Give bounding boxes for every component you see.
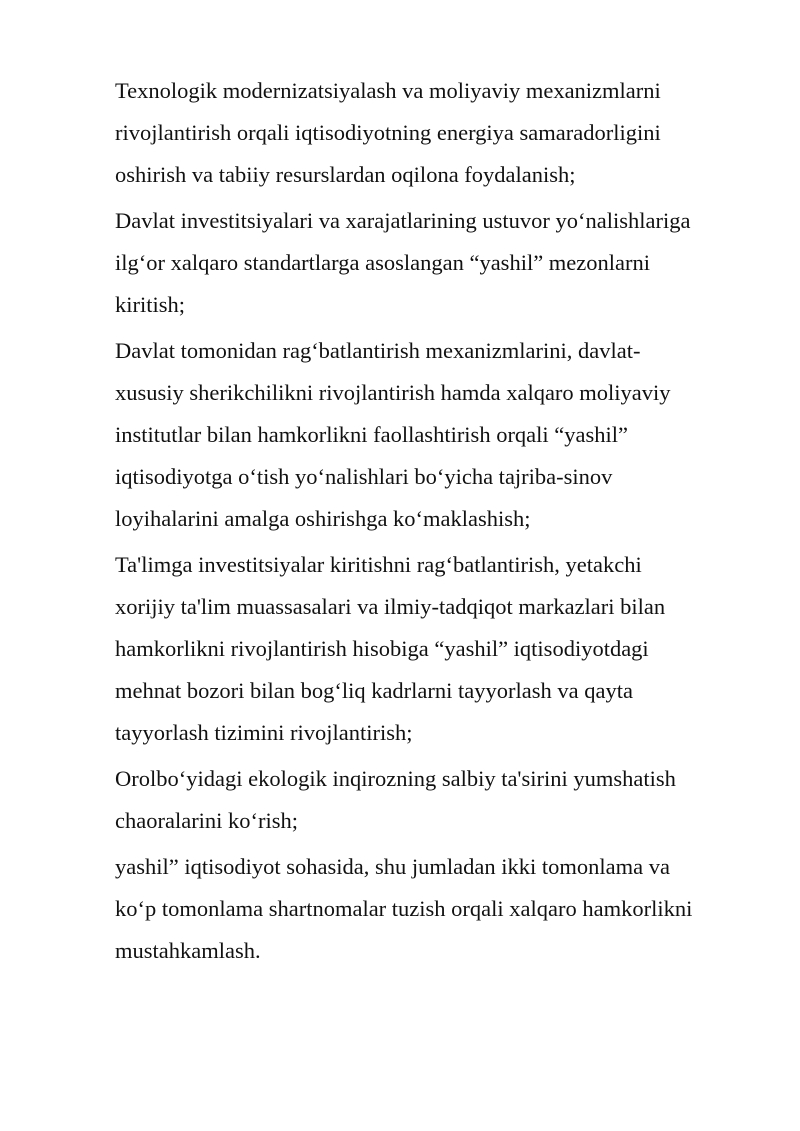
text-line: mehnat bozori bilan bog‘liq kadrlarni tayyorlash va qayta <box>115 678 633 703</box>
text-line: mustahkamlash. <box>115 938 261 963</box>
text-line: hamkorlikni rivojlantirish hisobiga “yashil” iqtisodiyotdagi <box>115 636 649 661</box>
text-line: institutlar bilan hamkorlikni faollashtirish orqali “yashil” <box>115 422 629 447</box>
document-page <box>115 70 755 976</box>
text-line: ilg‘or xalqaro standartlarga asoslangan “yashil” mezonlarni <box>115 250 651 275</box>
paragraph-4 <box>115 544 755 754</box>
text-line: xorijiy ta'lim muassasalari va ilmiy-tadqiqot markazlari bilan <box>115 594 666 619</box>
text-line: Davlat tomonidan rag‘batlantirish mexanizmlarini, davlat- <box>115 338 641 363</box>
text-line: Ta'limga investitsiyalar kiritishni rag‘batlantirish, yetakchi <box>115 552 642 577</box>
text-line: ko‘p tomonlama shartnomalar tuzish orqali xalqaro hamkorlikni <box>115 896 693 921</box>
text-line: Davlat investitsiyalari va xarajatlarining ustuvor yo‘nalishlariga <box>115 208 691 233</box>
paragraph-3 <box>115 330 755 540</box>
paragraph-6 <box>115 846 755 972</box>
paragraph-2 <box>115 200 755 326</box>
text-line: tayyorlash tizimini rivojlantirish; <box>115 720 413 745</box>
text-line: loyihalarini amalga oshirishga ko‘maklashish; <box>115 506 531 531</box>
text-line: rivojlantirish orqali iqtisodiyotning energiya samaradorligini <box>115 120 661 145</box>
text-line: chaoralarini ko‘rish; <box>115 808 299 833</box>
text-line: Orolbo‘yidagi ekologik inqirozning salbiy ta'sirini yumshatish <box>115 766 676 791</box>
text-line: kiritish; <box>115 292 186 317</box>
text-line: yashil” iqtisodiyot sohasida, shu jumladan ikki tomonlama va <box>115 854 670 879</box>
paragraph-1 <box>115 70 755 196</box>
text-line: xususiy sherikchilikni rivojlantirish hamda xalqaro moliyaviy <box>115 380 671 405</box>
text-line: Texnologik modernizatsiyalash va moliyaviy mexanizmlarni <box>115 78 661 103</box>
paragraph-5 <box>115 758 755 842</box>
text-line: oshirish va tabiiy resurslardan oqilona foydalanish; <box>115 162 576 187</box>
text-line: iqtisodiyotga o‘tish yo‘nalishlari bo‘yicha tajriba-sinov <box>115 464 613 489</box>
